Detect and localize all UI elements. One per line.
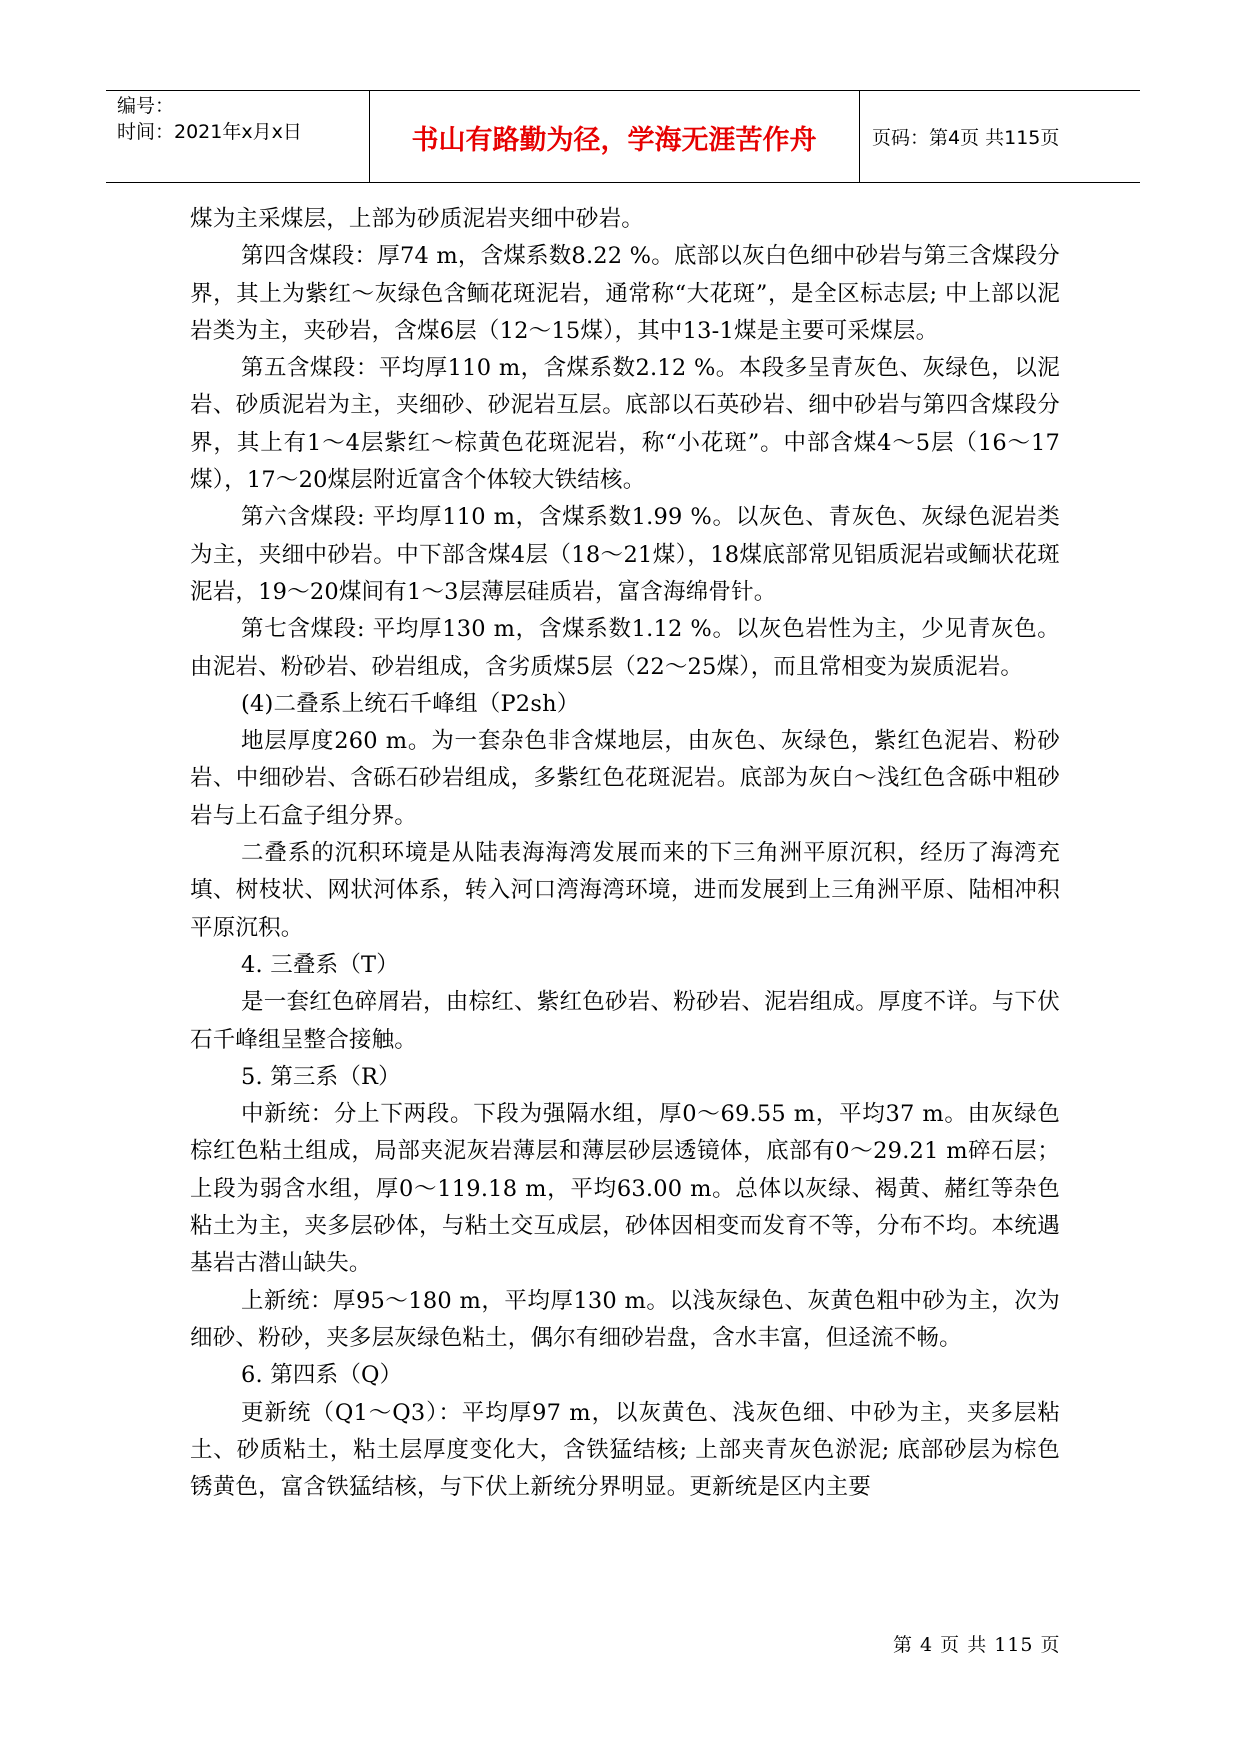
- document-body: [190, 201, 1060, 1506]
- paragraph: 中新统：分上下两段。下段为强隔水组，厚0～69.55 m，平均37 m。由灰绿色棕红色粘土组成，局部夹泥灰岩薄层和薄层砂层透镜体，底部有0～29.21 m碎石层；上段为弱含水组，厚0～119.18 m，平均63.00 m。总体以灰绿、褐黄、赭红等杂色粘土为主，夹多层砂体，与粘土交互成层，砂体因相变而发育不等，分布不均。本统遇基岩古潜山缺失。: [190, 1101, 1060, 1277]
- time-label: 时间：2021年x月x日: [117, 121, 302, 143]
- paragraph: 是一套红色碎屑岩，由棕红、紫红色砂岩、粉砂岩、泥岩组成。厚度不详。与下伏石千峰组呈整合接触。: [190, 989, 1060, 1053]
- paragraph: 上新统：厚95～180 m，平均厚130 m。以浅灰绿色、灰黄色粗中砂为主，次为细砂、粉砂，夹多层灰绿色粘土，偶尔有细砂岩盘，含水丰富，但迳流不畅。: [190, 1287, 1060, 1351]
- header-divider-right: [859, 90, 860, 183]
- page-footer: 第 4 页 共 115 页: [893, 1634, 1061, 1656]
- section-heading: 5. 第三系（R）: [241, 1063, 401, 1090]
- paragraph: 第六含煤段: 平均厚110 m，含煤系数1.99 %。以灰色、青灰色、灰绿色泥岩类为主，夹细中砂岩。中下部含煤4层（18～21煤），18煤底部常见铝质泥岩或鲕状花斑泥岩，19～20煤间有1～3层薄层硅质岩，富含海绵骨针。: [190, 504, 1060, 605]
- paragraph: 第四含煤段：厚74 m，含煤系数8.22 %。底部以灰白色细中砂岩与第三含煤段分界，其上为紫红～灰绿色含鲕花斑泥岩，通常称“大花斑”，是全区标志层; 中上部以泥岩类为主，夹砂岩，含煤6层（12～15煤），其中13-1煤是主要可采煤层。: [190, 243, 1060, 344]
- paragraph: 二叠系的沉积环境是从陆表海海湾发展而来的下三角洲平原沉积，经历了海湾充填、树枝状、网状河体系，转入河口湾海湾环境，进而发展到上三角洲平原、陆相冲积平原沉积。: [190, 840, 1060, 941]
- paragraph: 地层厚度260 m。为一套杂色非含煤地层，由灰色、灰绿色，紫红色泥岩、粉砂岩、中细砂岩、含砾石砂岩组成，多紫红色花斑泥岩。底部为灰白～浅红色含砾中粗砂岩与上石盒子组分界。: [190, 728, 1060, 829]
- page-label: 页码：第4页 共115页: [872, 127, 1060, 149]
- paragraph: 更新统（Q1～Q3）：平均厚97 m，以灰黄色、浅灰色细、中砂为主，夹多层粘土、砂质粘土，粘土层厚度变化大，含铁猛结核; 上部夹青灰色淤泥; 底部砂层为棕色锈黄色，富含铁猛结核，与下伏上新统分界明显。更新统是区内主要: [190, 1399, 1060, 1501]
- header-bottom-rule: [106, 182, 1140, 183]
- paragraph: 第五含煤段：平均厚110 m，含煤系数2.12 %。本段多呈青灰色、灰绿色，以泥岩、砂质泥岩为主，夹细砂、砂泥岩互层。底部以石英砂岩、细中砂岩与第四含煤段分界，其上有1～4层紫红～棕黄色花斑泥岩，称“小花斑”。中部含煤4～5层（16～17煤），17～20煤层附近富含个体较大铁结核。: [190, 355, 1060, 494]
- paragraph: 第七含煤段: 平均厚130 m，含煤系数1.12 %。以灰色岩性为主，少见青灰色。由泥岩、粉砂岩、砂岩组成，含劣质煤5层（22～25煤），而且常相变为炭质泥岩。: [190, 616, 1060, 680]
- serial-label: 编号：: [117, 95, 175, 117]
- header-top-rule: [106, 90, 1140, 91]
- section-heading: 6. 第四系（Q）: [241, 1362, 403, 1389]
- header-motto: 书山有路勤为径，学海无涯苦作舟: [411, 125, 817, 156]
- paragraph: 煤为主采煤层，上部为砂质泥岩夹细中砂岩。: [190, 206, 645, 232]
- section-heading: (4)二叠系上统石千峰组（P2sh）: [241, 690, 580, 717]
- section-heading: 4. 三叠系（T）: [241, 951, 399, 978]
